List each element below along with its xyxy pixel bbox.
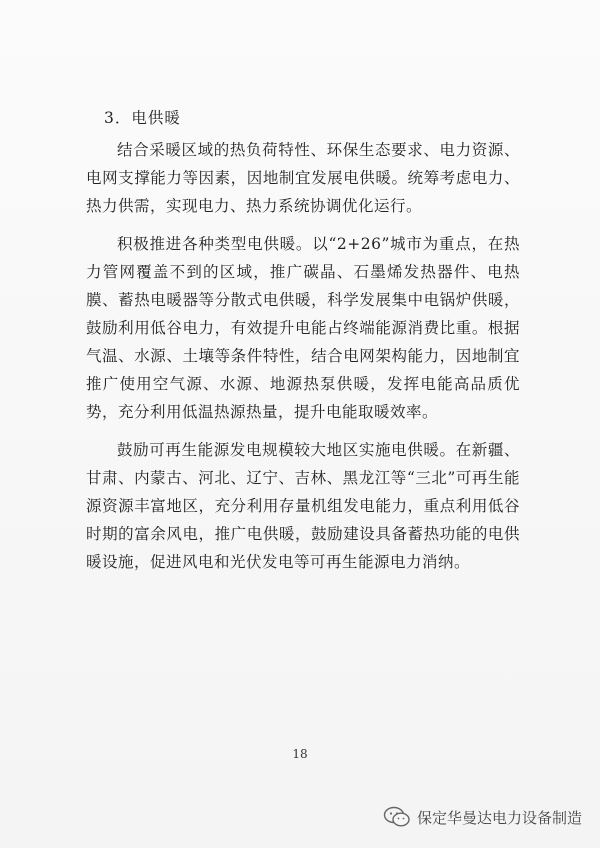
wechat-icon [383,806,411,828]
paragraph-3: 鼓励可再生能源发电规模较大地区实施电供暖。在新疆、甘肃、内蒙古、河北、辽宁、吉林、黑龙江等“三北”可再生能源资源丰富地区，充分利用存量机组发电能力，重点利用低谷时期的富余风电，推广电供暖，鼓励建设具备蓄热功能的电供暖设施，促进风电和光伏发电等可再生能源电力消纳。 [86,441,520,571]
page-number: 18 [292,747,308,761]
watermark-text: 保定华曼达电力设备制造 [416,808,582,827]
section-heading: 3．电供暖 [104,109,181,127]
paragraph-1: 结合采暖区域的热负荷特性、环保生态要求、电力资源、电网支撑能力等因素，因地制宜发展电供暖。统筹考虑电力、热力供需，实现电力、热力系统协调优化运行。 [86,141,520,215]
paragraph-2: 积极推进各种类型电供暖。以“2+26”城市为重点，在热力管网覆盖不到的区域，推广碳晶、石墨烯发热器件、电热膜、蓄热电暖器等分散式电供暖，科学发展集中电锅炉供暖，鼓励利用低谷电力，有效提升电能占终端能源消费比重。根据气温、水源、土壤等条件特性，结合电网架构能力，因地制宜推广使用空气源、水源、地源热泵供暖，发挥电能高品质优势，充分利用低温热源热量，提升电能取暖效率。 [86,235,520,421]
document-body [86,104,520,586]
watermark [383,806,582,828]
